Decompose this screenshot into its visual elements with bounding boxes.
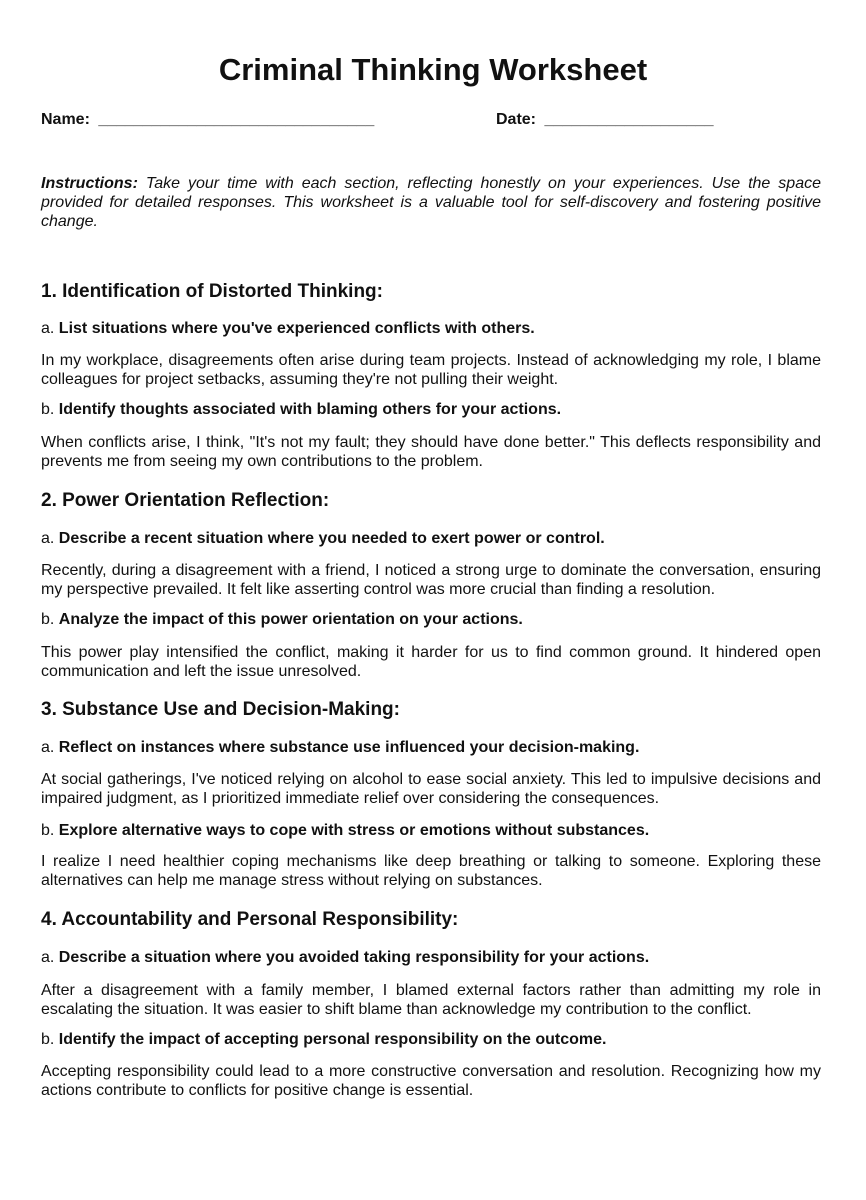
name-blank-line: _______________________________ [98, 111, 375, 128]
date-blank-line: ___________________ [544, 111, 714, 128]
answer-a: Recently, during a disagreement with a friend, I noticed a strong urge to dominate the conversation, ensuring my perspective prevailed. It felt like asserting control was more crucial than finding a resolution. [41, 562, 821, 598]
question-a [41, 948, 821, 968]
name-label: Name: [41, 111, 90, 128]
question-prefix: a. [41, 949, 55, 966]
question-b [41, 1030, 821, 1050]
question-text: Reflect on instances where substance use influenced your decision-making. [58, 739, 640, 756]
question-b [41, 610, 821, 630]
question-prefix: a. [41, 739, 55, 756]
question-prefix: b. [41, 822, 55, 839]
question-text: Identify thoughts associated with blaming others for your actions. [58, 401, 562, 418]
answer-b: I realize I need healthier coping mechanisms like deep breathing or talking to someone. Exploring these alternatives can help me manage stress without relying on substances. [41, 853, 821, 889]
question-prefix: a. [41, 530, 55, 547]
answer-b: When conflicts arise, I think, "It's not my fault; they should have done better." This deflects responsibility and prevents me from seeing my own contributions to the problem. [41, 434, 821, 470]
answer-a: At social gatherings, I've noticed relying on alcohol to ease social anxiety. This led to impulsive decisions and impaired judgment, as I prioritized immediate relief over considering the consequences. [41, 771, 821, 807]
section-heading: 4. Accountability and Personal Responsibility: [41, 909, 459, 930]
instructions-text: Take your time with each section, reflecting honestly on your experiences. Use the space provided for detailed responses. This worksheet is a valuable tool for self-discovery and fostering positive change. [41, 175, 822, 230]
question-text: Analyze the impact of this power orientation on your actions. [58, 611, 523, 628]
answer-b: Accepting responsibility could lead to a more constructive conversation and resolution. Recognizing how my actions contribute to conflicts for positive change is essential. [41, 1063, 821, 1099]
answer-a: In my workplace, disagreements often arise during team projects. Instead of acknowledging my role, I blame colleagues for project setbacks, assuming they're not pulling their weight. [41, 352, 821, 388]
question-b [41, 400, 821, 420]
question-text: Describe a situation where you avoided taking responsibility for your actions. [58, 949, 650, 966]
question-prefix: b. [41, 401, 55, 418]
question-text: Explore alternative ways to cope with stress or emotions without substances. [58, 822, 650, 839]
question-b [41, 821, 821, 841]
question-prefix: a. [41, 320, 55, 337]
question-text: Describe a recent situation where you needed to exert power or control. [58, 530, 605, 547]
question-text: Identify the impact of accepting personal responsibility on the outcome. [58, 1031, 607, 1048]
question-text: List situations where you've experienced conflicts with others. [58, 320, 535, 337]
question-prefix: b. [41, 1031, 55, 1048]
date-field [496, 110, 714, 130]
answer-b: This power play intensified the conflict, making it harder for us to find common ground. It hindered open communication and left the issue unresolved. [41, 644, 821, 680]
instructions [41, 174, 821, 231]
date-label: Date: [496, 111, 537, 128]
name-field [41, 110, 374, 130]
question-a [41, 738, 821, 758]
section-heading: 2. Power Orientation Reflection: [41, 490, 330, 511]
page-title: Criminal Thinking Worksheet [218, 52, 648, 87]
section-heading: 1. Identification of Distorted Thinking: [41, 281, 383, 302]
question-a [41, 319, 821, 339]
answer-a: After a disagreement with a family member, I blamed external factors rather than admitting my role in escalating the situation. It was easier to shift blame than acknowledge my contribution to the conflict. [41, 982, 821, 1018]
question-prefix: b. [41, 611, 55, 628]
question-a [41, 529, 821, 549]
section-heading: 3. Substance Use and Decision-Making: [41, 699, 400, 720]
instructions-lead: Instructions: [41, 175, 138, 192]
